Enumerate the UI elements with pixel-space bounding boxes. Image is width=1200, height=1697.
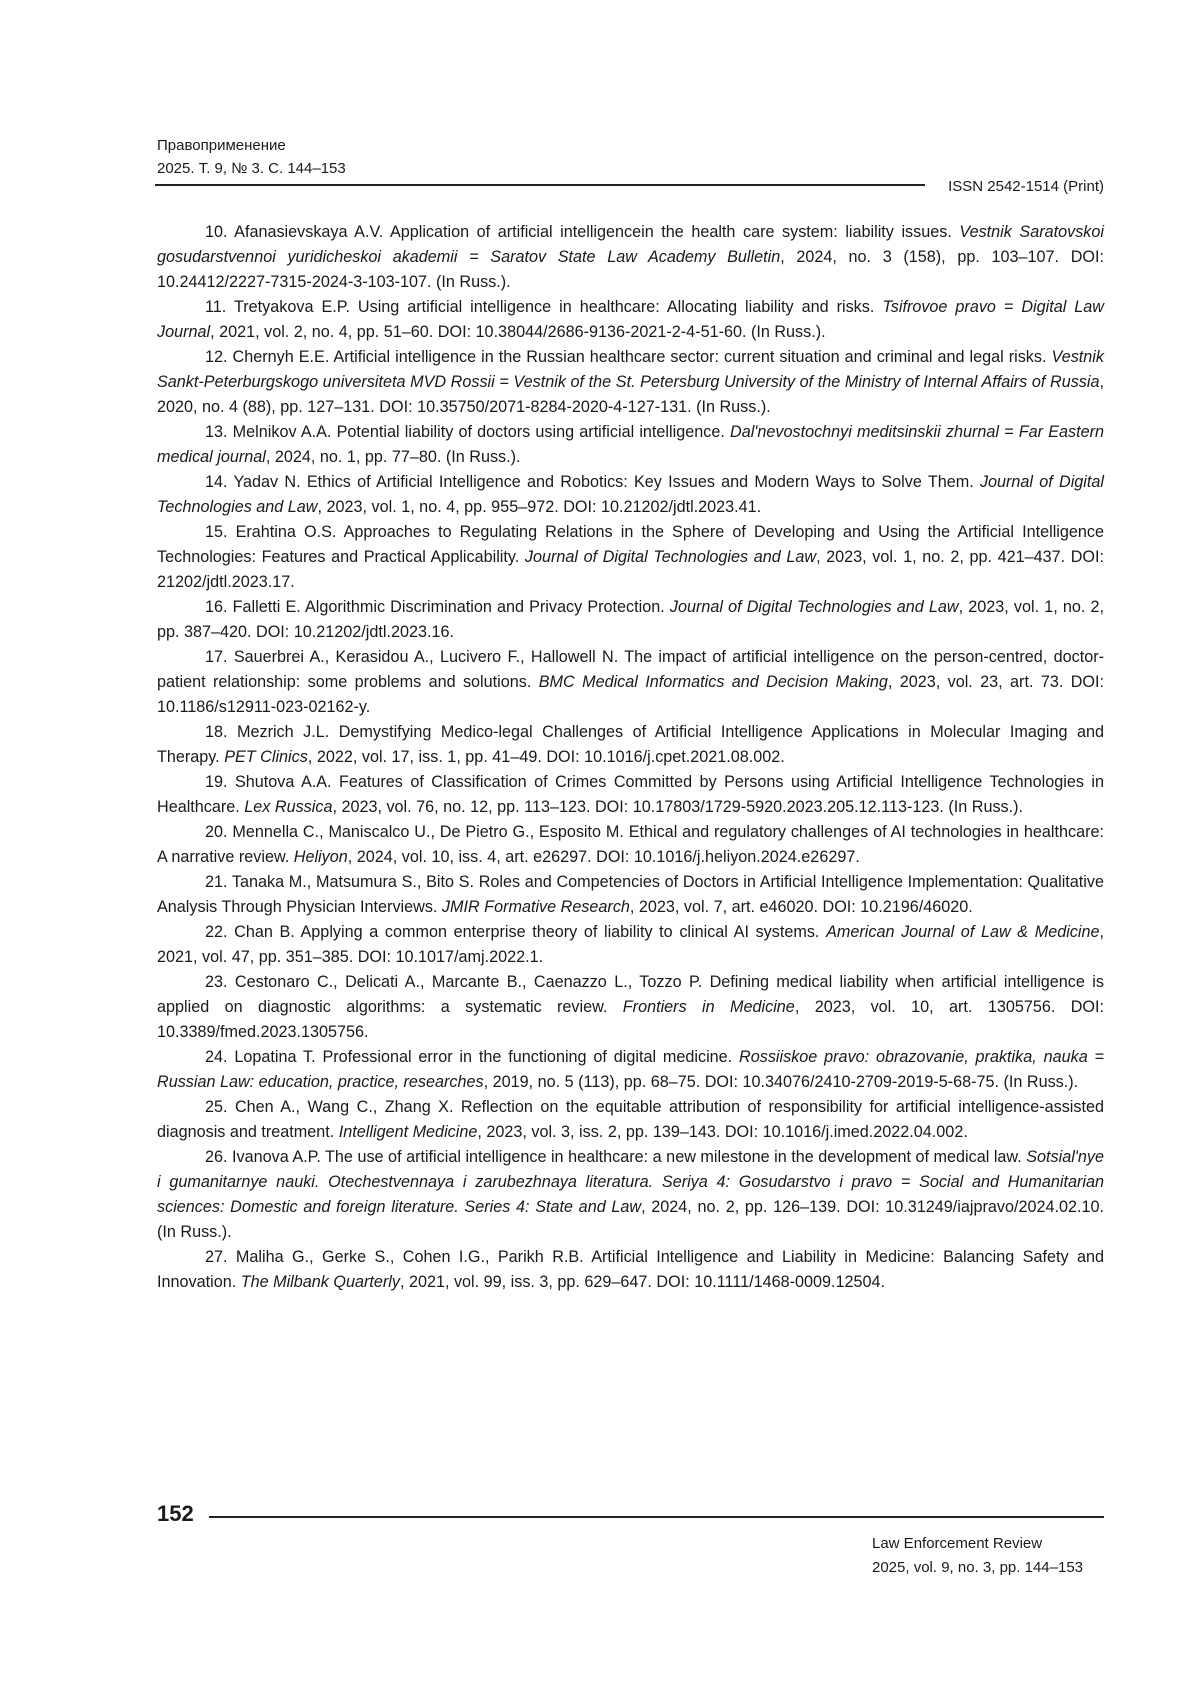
journal-issue-en: 2025, vol. 9, no. 3, pp. 144–153 bbox=[872, 1556, 1083, 1580]
reference-item bbox=[157, 420, 1104, 470]
reference-item bbox=[157, 720, 1104, 770]
reference-journal: Journal of Digital Technologies and Law bbox=[670, 598, 959, 616]
reference-text: 12. Chernyh E.E. Artificial intelligence in the Russian healthcare sector: current situation and criminal and legal risks. bbox=[205, 348, 1052, 366]
reference-item bbox=[157, 645, 1104, 720]
reference-journal: Intelligent Medicine bbox=[339, 1123, 478, 1141]
reference-item bbox=[157, 1095, 1104, 1145]
reference-text: 24. Lopatina T. Professional error in the functioning of digital medicine. bbox=[205, 1048, 739, 1066]
reference-journal: Tsifrovoe pravo = Digital Law Journal bbox=[157, 298, 1104, 341]
reference-text: 16. Falletti E. Algorithmic Discrimination and Privacy Protection. bbox=[205, 598, 670, 616]
reference-details: , 2019, no. 5 (113), pp. 68–75. DOI: 10.34076/2410-2709-2019-5-68-75. (In Russ.). bbox=[484, 1073, 1079, 1091]
reference-details: , 2023, vol. 1, no. 2, pp. 421–437. DOI: 21202/jdtl.2023.17. bbox=[157, 548, 1104, 591]
footer-journal-en bbox=[872, 1532, 1083, 1580]
reference-text: 23. Cestonaro C., Delicati A., Marcante B., Caenazzo L., Tozzo P. Defining medical liability when artificial intelligence is applied on diagnostic algorithms: a systematic review. bbox=[157, 973, 1104, 1016]
reference-item bbox=[157, 1145, 1104, 1245]
reference-item bbox=[157, 920, 1104, 970]
reference-item bbox=[157, 870, 1104, 920]
reference-details: , 2023, vol. 76, no. 12, pp. 113–123. DOI: 10.17803/1729-5920.2023.205.12.113-123. (In Russ.). bbox=[332, 798, 1023, 816]
reference-details: , 2021, vol. 99, iss. 3, pp. 629–647. DOI: 10.1111/1468-0009.12504. bbox=[400, 1273, 885, 1291]
reference-details: , 2023, vol. 3, iss. 2, pp. 139–143. DOI: 10.1016/j.imed.2022.04.002. bbox=[477, 1123, 967, 1141]
reference-text: 27. Maliha G., Gerke S., Cohen I.G., Parikh R.B. Artificial Intelligence and Liability in Medicine: Balancing Safety and Innovation. bbox=[157, 1248, 1104, 1291]
reference-item bbox=[157, 470, 1104, 520]
reference-journal: BMC Medical Informatics and Decision Making bbox=[539, 673, 888, 691]
reference-journal: Vestnik Saratovskoi gosudarstvennoi yuridicheskoi akademii = Saratov State Law Academy Bulletin bbox=[157, 223, 1104, 266]
reference-details: , 2020, no. 4 (88), pp. 127–131. DOI: 10.35750/2071-8284-2020-4-127-131. (In Russ.). bbox=[157, 373, 1104, 416]
reference-item bbox=[157, 345, 1104, 420]
reference-details: , 2024, no. 1, pp. 77–80. (In Russ.). bbox=[266, 448, 521, 466]
reference-journal: The Milbank Quarterly bbox=[241, 1273, 400, 1291]
reference-journal: Journal of Digital Technologies and Law bbox=[525, 548, 816, 566]
reference-journal: Lex Russica bbox=[244, 798, 332, 816]
reference-text: 26. Ivanova A.P. The use of artificial intelligence in healthcare: a new milestone in the development of medical law. bbox=[205, 1148, 1026, 1166]
reference-text: 22. Chan B. Applying a common enterprise theory of liability to clinical AI systems. bbox=[205, 923, 826, 941]
journal-name-ru: Правоприменение bbox=[157, 134, 346, 157]
reference-item bbox=[157, 770, 1104, 820]
reference-details: , 2024, no. 3 (158), pp. 103–107. DOI: 10.24412/2227-7315-2024-3-103-107. (In Russ.). bbox=[157, 248, 1104, 291]
reference-journal: PET Clinics bbox=[224, 748, 308, 766]
reference-text: 21. Tanaka M., Matsumura S., Bito S. Roles and Competencies of Doctors in Artificial Intelligence Implementation: Qualitative Analysis Through Physician Interviews. bbox=[157, 873, 1104, 916]
reference-journal: Heliyon bbox=[294, 848, 348, 866]
reference-details: , 2023, vol. 1, no. 4, pp. 955–972. DOI: 10.21202/jdtl.2023.41. bbox=[318, 498, 762, 516]
reference-item bbox=[157, 220, 1104, 295]
reference-details: , 2023, vol. 23, art. 73. DOI: 10.1186/s12911-023-02162-y. bbox=[157, 673, 1104, 716]
reference-details: , 2023, vol. 7, art. e46020. DOI: 10.2196/46020. bbox=[630, 898, 973, 916]
reference-text: 18. Mezrich J.L. Demystifying Medico-legal Challenges of Artificial Intelligence Applications in Molecular Imaging and Therapy. bbox=[157, 723, 1104, 766]
reference-details: , 2021, vol. 47, pp. 351–385. DOI: 10.1017/amj.2022.1. bbox=[157, 923, 1104, 966]
reference-text: 13. Melnikov A.A. Potential liability of doctors using artificial intelligence. bbox=[205, 423, 730, 441]
reference-text: 14. Yadav N. Ethics of Artificial Intelligence and Robotics: Key Issues and Modern Ways to Solve Them. bbox=[205, 473, 980, 491]
issn-label: ISSN 2542-1514 (Print) bbox=[948, 178, 1104, 195]
reference-details: , 2024, vol. 10, iss. 4, art. e26297. DOI: 10.1016/j.heliyon.2024.e26297. bbox=[348, 848, 860, 866]
reference-journal: Dal'nevostochnyi meditsinskii zhurnal = Far Eastern medical journal bbox=[157, 423, 1104, 466]
reference-details: , 2023, vol. 10, art. 1305756. DOI: 10.3389/fmed.2023.1305756. bbox=[157, 998, 1104, 1041]
reference-details: , 2024, no. 2, pp. 126–139. DOI: 10.31249/iajpravo/2024.02.10. (In Russ.). bbox=[157, 1198, 1104, 1241]
reference-item bbox=[157, 1045, 1104, 1095]
reference-journal: Sotsial'nye i gumanitarnye nauki. Otechestvennaya i zarubezhnaya literatura. Seriya 4: Gosudarstvo i pravo = Social and Humanitarian sciences: Domestic and foreign literature. Series 4: State and Law bbox=[157, 1148, 1104, 1216]
page-number: 152 bbox=[157, 1501, 194, 1527]
reference-journal: American Journal of Law & Medicine bbox=[826, 923, 1099, 941]
reference-journal: Frontiers in Medicine bbox=[623, 998, 795, 1016]
reference-text: 11. Tretyakova E.P. Using artificial intelligence in healthcare: Allocating liability and risks. bbox=[205, 298, 882, 316]
reference-item bbox=[157, 295, 1104, 345]
reference-journal: Journal of Digital Technologies and Law bbox=[157, 473, 1104, 516]
journal-name-en: Law Enforcement Review bbox=[872, 1532, 1083, 1556]
header-divider bbox=[155, 184, 925, 186]
reference-text: 25. Chen A., Wang C., Zhang X. Reflection on the equitable attribution of responsibility for artificial intelligence-assisted diagnosis and treatment. bbox=[157, 1098, 1104, 1141]
reference-text: 17. Sauerbrei A., Kerasidou A., Lucivero F., Hallowell N. The impact of artificial intelligence on the person-centred, doctor-patient relationship: some problems and solutions. bbox=[157, 648, 1104, 691]
reference-item bbox=[157, 820, 1104, 870]
reference-text: 10. Afanasievskaya A.V. Application of artificial intelligencein the health care system: liability issues. bbox=[205, 223, 959, 241]
reference-details: , 2022, vol. 17, iss. 1, pp. 41–49. DOI: 10.1016/j.cpet.2021.08.002. bbox=[308, 748, 785, 766]
reference-item bbox=[157, 520, 1104, 595]
reference-item bbox=[157, 1245, 1104, 1295]
reference-text: 20. Mennella C., Maniscalco U., De Pietro G., Esposito M. Ethical and regulatory challenges of AI technologies in healthcare: A narrative review. bbox=[157, 823, 1104, 866]
reference-journal: JMIR Formative Research bbox=[442, 898, 630, 916]
reference-journal: Rossiiskoe pravo: obrazovanie, praktika, nauka = Russian Law: education, practice, researches bbox=[157, 1048, 1104, 1091]
reference-item bbox=[157, 595, 1104, 645]
reference-journal: Vestnik Sankt-Peterburgskogo universiteta MVD Rossii = Vestnik of the St. Petersburg University of the Ministry of Internal Affairs of Russia bbox=[157, 348, 1104, 391]
footer-divider bbox=[209, 1516, 1104, 1518]
journal-issue-ru: 2025. Т. 9, № 3. С. 144–153 bbox=[157, 157, 346, 180]
header-journal-ru bbox=[157, 134, 346, 180]
reference-details: , 2023, vol. 1, no. 2, pp. 387–420. DOI: 10.21202/jdtl.2023.16. bbox=[157, 598, 1104, 641]
reference-text: 19. Shutova A.A. Features of Classification of Crimes Committed by Persons using Artificial Intelligence Technologies in Healthcare. bbox=[157, 773, 1104, 816]
reference-list bbox=[157, 220, 1104, 1295]
reference-item bbox=[157, 970, 1104, 1045]
reference-text: 15. Erahtina O.S. Approaches to Regulating Relations in the Sphere of Developing and Using the Artificial Intelligence Technologies: Features and Practical Applicability. bbox=[157, 523, 1104, 566]
reference-details: , 2021, vol. 2, no. 4, pp. 51–60. DOI: 10.38044/2686-9136-2021-2-4-51-60. (In Russ.). bbox=[210, 323, 826, 341]
